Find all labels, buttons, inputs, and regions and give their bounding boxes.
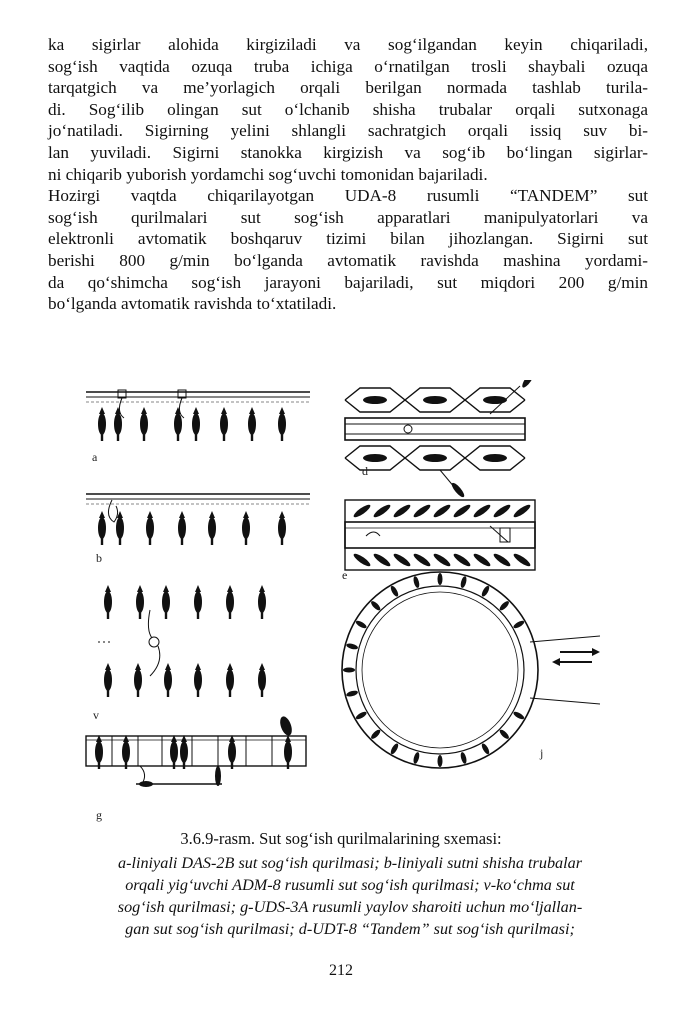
- carousel-cow: [355, 710, 368, 720]
- figure-caption-body: [44, 852, 656, 940]
- scheme-g: [86, 715, 306, 787]
- caption-line: sog‘ish qurilmasi; g-UDS-3A rusumli yaylov sharoiti uchun mo‘ljallan-: [117, 898, 583, 916]
- body-line: da qo‘shimcha sog‘ish jarayoni bajariladi, sut miqdori 200 g/min: [48, 272, 648, 292]
- body-line: ni chiqarib yuborish yordamchi sog‘uvchi tomonidan bajariladi.: [48, 164, 488, 184]
- label-b: b: [96, 551, 102, 565]
- carousel-cow: [412, 576, 420, 589]
- body-line: lan yuviladi. Sigirni stanokka kirgizish va sog‘ib bo‘lingan sigirlar-: [48, 142, 648, 162]
- scheme-j: [342, 572, 600, 768]
- carousel-cow: [460, 751, 468, 764]
- body-line: berishi 800 g/min bo‘lganda avtomatik ravishda mashina yordami-: [48, 250, 648, 270]
- label-d: d: [362, 464, 368, 478]
- caption-line: orqali yig‘uvchi ADM-8 rusumli sut sog‘ish qurilmasi; v-ko‘chma sut: [125, 876, 575, 894]
- label-g: g: [96, 808, 102, 822]
- caption-line: gan sut sog‘ish qurilmasi; d-UDT-8 “Tandem” sut sog‘ish qurilmasi;: [125, 920, 575, 938]
- carousel-cow: [389, 585, 399, 598]
- carousel-cow: [480, 585, 490, 598]
- carousel-cow: [346, 642, 359, 650]
- carousel-cow: [512, 710, 525, 720]
- carousel-cow: [346, 690, 359, 698]
- scheme-a: [86, 390, 310, 441]
- label-a: a: [92, 450, 98, 464]
- label-j: j: [540, 746, 544, 760]
- carousel-cow: [498, 600, 510, 612]
- carousel-cow: [370, 728, 382, 740]
- carousel-cow: [498, 728, 510, 740]
- body-line: ka sigirlar alohida kirgiziladi va sog‘ilgandan keyin chiqariladi,: [48, 35, 648, 54]
- carousel-cow: [512, 619, 525, 629]
- carousel-cow: [438, 755, 443, 767]
- scheme-d: [345, 380, 536, 499]
- carousel-cow: [370, 600, 382, 612]
- carousel-cow: [412, 751, 420, 764]
- carousel-cow: [355, 619, 368, 629]
- body-line: sog‘ish qurilmalari sut sog‘ish apparatlari manipulyatorlari va: [48, 207, 648, 227]
- body-line: sog‘ish vaqtida ozuqa truba ichiga o‘rnatilgan trosli shaybali ozuqa: [48, 56, 648, 76]
- body-paragraph: [48, 34, 648, 315]
- scheme-e: [345, 500, 535, 570]
- scheme-v: [98, 585, 266, 697]
- body-line: Hozirgi vaqtda chiqarilayotgan UDA-8 rusumli “TANDEM” sut: [48, 186, 648, 206]
- carousel-cow: [343, 668, 355, 673]
- scheme-b: [86, 494, 310, 545]
- carousel-cow: [389, 742, 399, 755]
- label-e: e: [342, 568, 348, 582]
- milking-schemes-figure: [0, 380, 682, 830]
- figure-caption-title: 3.6.9-rasm. Sut sog‘ish qurilmalarining sxemasi:: [180, 829, 502, 848]
- carousel-cow: [438, 573, 443, 585]
- body-line: elektronli avtomatik boshqaruv tizimi bilan jihozlangan. Sigirni sut: [48, 229, 648, 249]
- carousel-cow: [480, 742, 490, 755]
- figure-drawing: [0, 380, 682, 830]
- caption-line: a-liniyali DAS-2B sut sog‘ish qurilmasi; b-liniyali sutni shisha trubalar: [117, 854, 583, 872]
- label-v: v: [93, 708, 99, 722]
- body-line: di. Sog‘ilib olingan sut o‘lchanib shisha trubalar orqali sutxonaga: [48, 99, 648, 119]
- body-line: bo‘lganda avtomatik ravishda to‘xtatiladi.: [48, 294, 337, 314]
- body-line: jo‘natiladi. Sigirning yelini shlangli sachratgich orqali issiq suv bi-: [48, 121, 648, 141]
- body-line: tarqatgich va me’yorlagich orqali berilgan normada tashlab turila-: [48, 78, 648, 98]
- carousel-cow: [460, 576, 468, 589]
- page-number: 212: [329, 962, 353, 979]
